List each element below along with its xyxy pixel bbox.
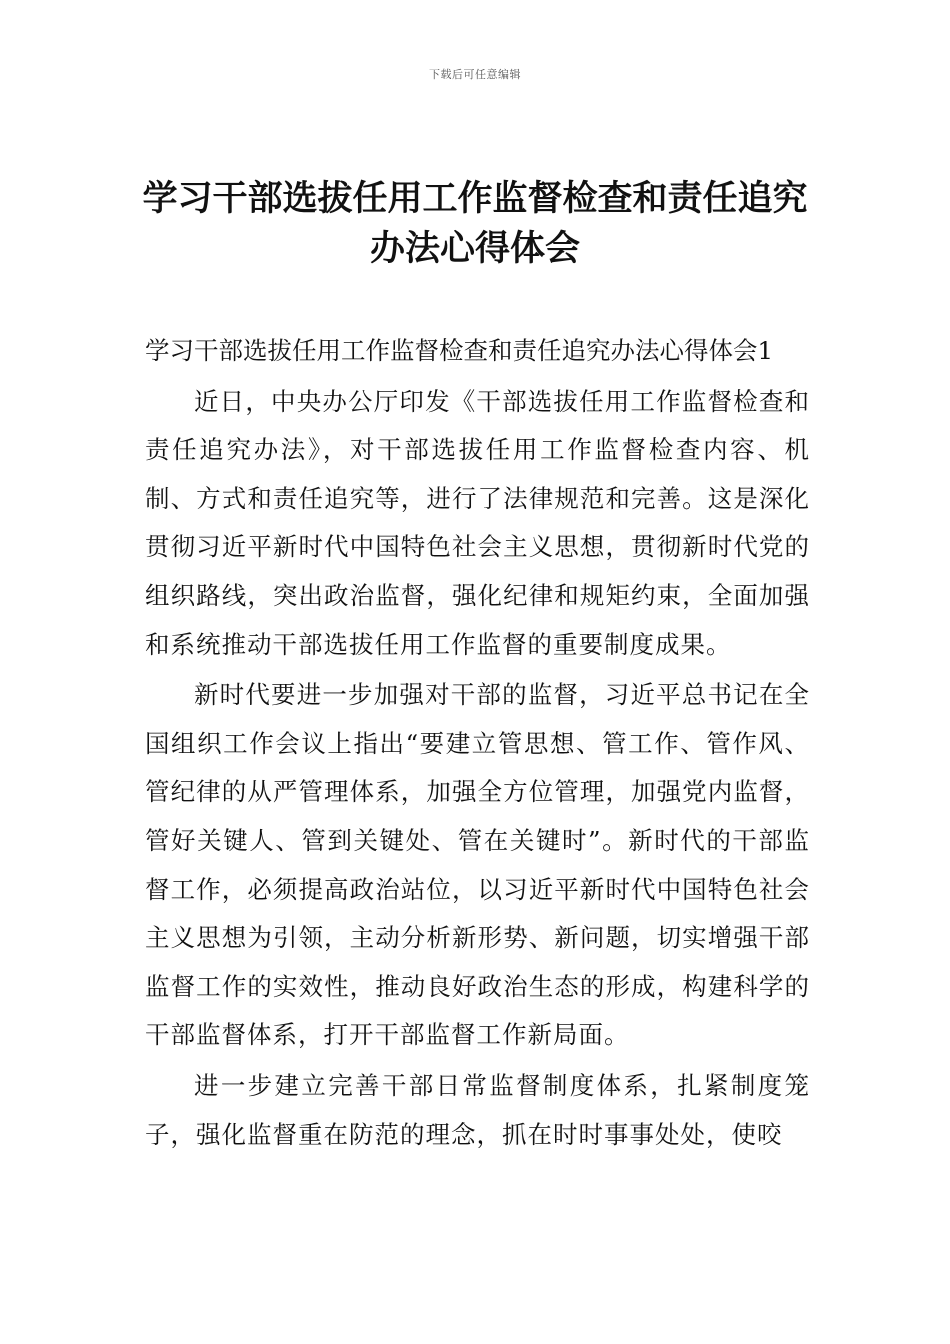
section-heading: 学习干部选拔任用工作监督检查和责任追究办法心得体会1 (145, 336, 774, 365)
document-title: 学习干部选拔任用工作监督检查和责任追究办法心得体会 (142, 179, 808, 269)
paragraph-1: 近日，中央办公厅印发《干部选拔任用工作监督检查和责任追究办法》，对干部选拔任用工作监督检查内容、机制、方式和责任追究等，进行了法律规范和完善。这是深化贯彻习近平新时代中国特色社会主义思想，贯彻新时代党的组织路线，突出政治监督，强化纪律和规矩约束，全面加强和系统推动干部选拔任用工作监督的重要制度成果。 (145, 386, 810, 659)
header-note: 下载后可任意编辑 (429, 68, 521, 81)
paragraph-2: 新时代要进一步加强对干部的监督，习近平总书记在全国组织工作会议上指出“要建立管思想、管工作、管作风、管纪律的从严管理体系，加强全方位管理，加强党内监督，管好关键人、管到关键处、管在关键时”。新时代的干部监督工作，必须提高政治站位，以习近平新时代中国特色社会主义思想为引领，主动分析新形势、新问题，切实增强干部监督工作的实效性，推动良好政治生态的形成，构建科学的干部监督体系，打开干部监督工作新局面。 (145, 680, 810, 1050)
document-body (145, 327, 810, 1161)
paragraph-3: 进一步建立完善干部日常监督制度体系，扎紧制度笼子，强化监督重在防范的理念，抓在时时事事处处，使咬 (145, 1070, 810, 1149)
